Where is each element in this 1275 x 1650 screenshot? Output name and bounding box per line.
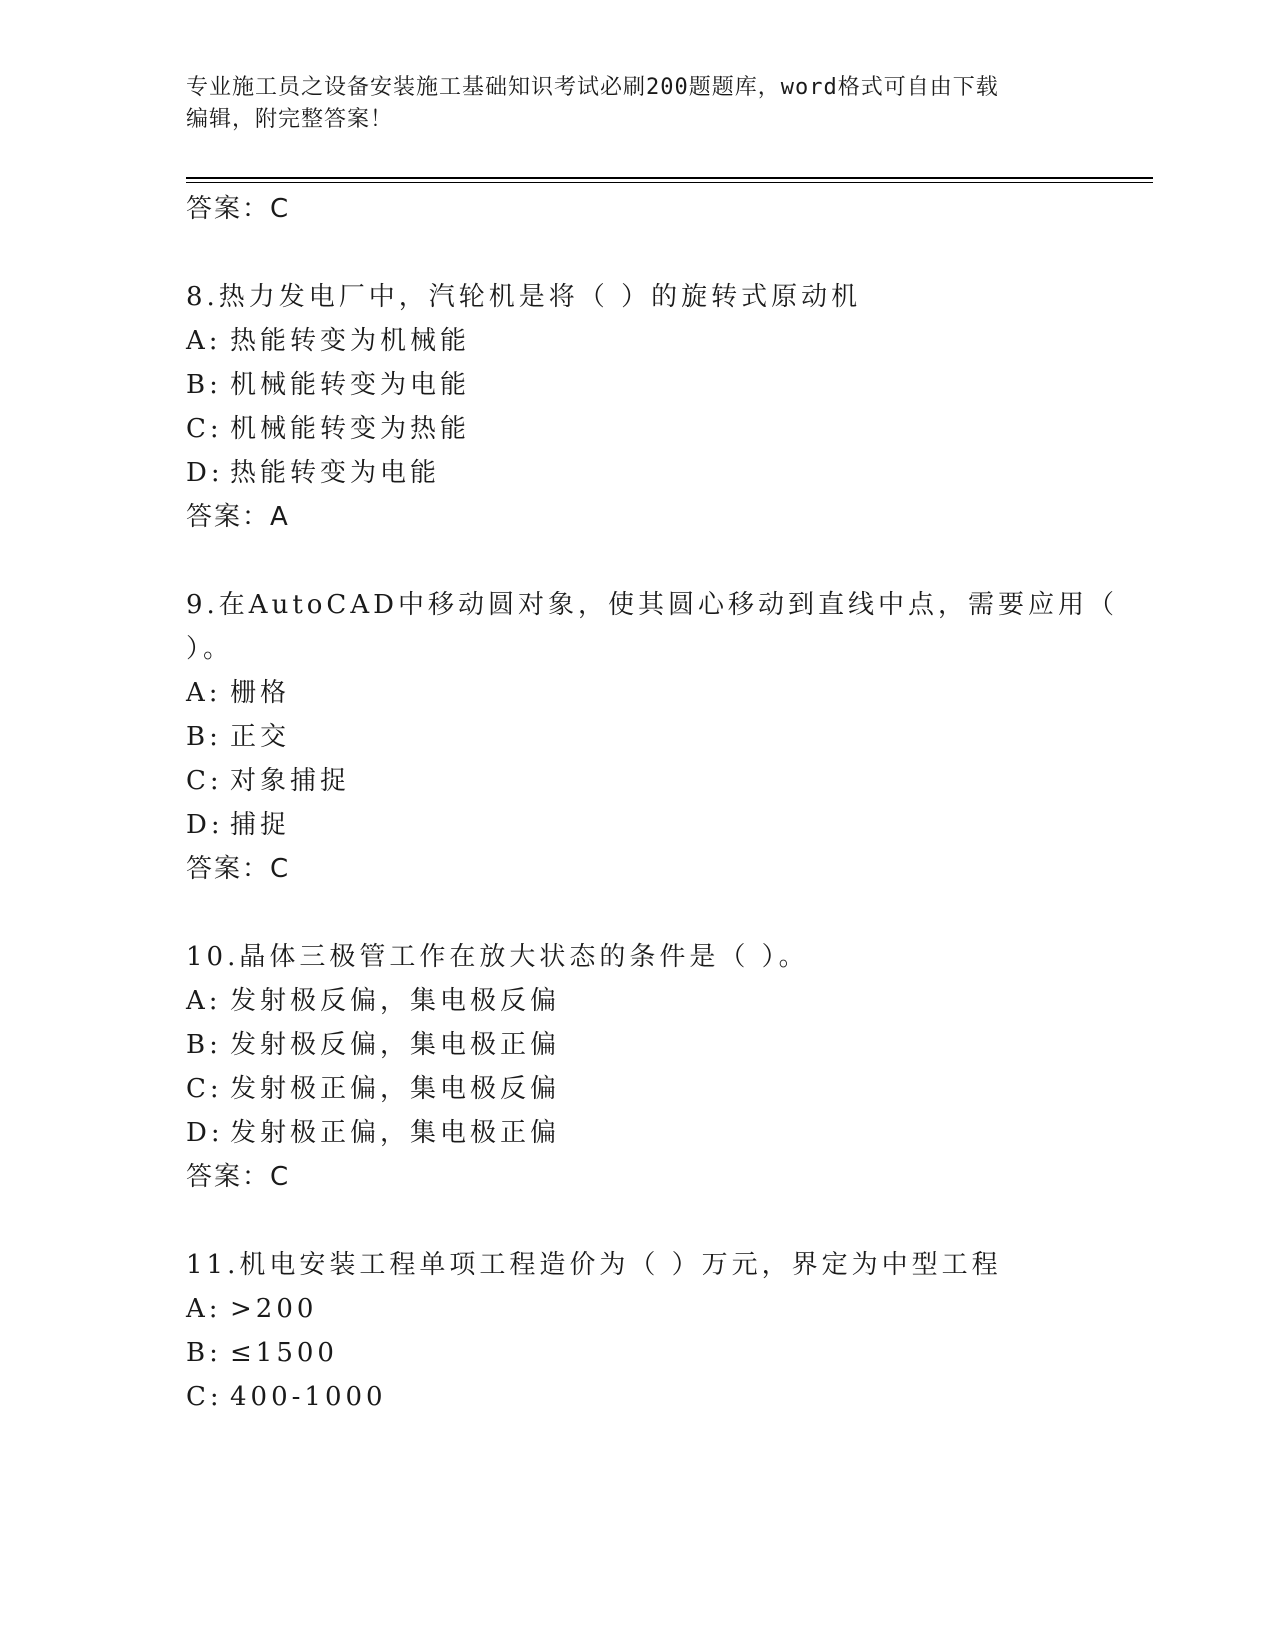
question-8-option-b (186, 368, 470, 402)
header-rule-thin (186, 182, 1153, 183)
question-9-option-b (186, 720, 290, 754)
question-8-stem: 8.热力发电厂中，汽轮机是将（ ）的旋转式原动机 (186, 282, 862, 312)
question-8-option-c (186, 412, 470, 446)
option-letter: A: (186, 986, 222, 1016)
option-text: 正交 (230, 722, 291, 752)
option-text: 发射极正偏，集电极反偏 (230, 1074, 561, 1104)
question-11-option-b (186, 1336, 338, 1370)
question-11-option-a (186, 1292, 317, 1326)
option-text: 发射极反偏，集电极正偏 (230, 1030, 561, 1060)
question-9-stem-line-1: 9.在AutoCAD中移动圆对象，使其圆心移动到直线中点，需要应用（ (186, 590, 1118, 620)
option-letter: C: (186, 414, 223, 444)
option-letter: D: (186, 810, 224, 840)
answer-q9: 答案：C (186, 854, 291, 884)
option-text: 对象捕捉 (230, 766, 351, 796)
page-header (186, 72, 1086, 136)
option-letter: C: (186, 766, 223, 796)
answer-q7: 答案：C (186, 194, 291, 224)
option-text: 栅格 (230, 678, 291, 708)
answer-q10: 答案：C (186, 1162, 291, 1192)
option-letter: A: (186, 326, 222, 356)
option-text: 机械能转变为电能 (230, 370, 471, 400)
option-text: 400-1000 (230, 1382, 387, 1412)
header-line-1: 专业施工员之设备安装施工基础知识考试必刷200题题库，word格式可自由下载 (186, 75, 999, 100)
question-11-option-c (186, 1380, 387, 1414)
option-letter: B: (186, 370, 222, 400)
option-text: ≤1500 (230, 1338, 338, 1368)
header-line-2: 编辑，附完整答案！ (186, 107, 394, 132)
option-text: >200 (230, 1294, 318, 1324)
option-text: 发射极正偏，集电极正偏 (230, 1118, 561, 1148)
question-9-option-d (186, 808, 290, 842)
question-8-option-d (186, 456, 440, 490)
question-10-option-d (186, 1116, 560, 1150)
question-8-option-a (186, 324, 470, 358)
option-letter: B: (186, 1338, 222, 1368)
option-letter: B: (186, 722, 222, 752)
question-9-option-a (186, 676, 290, 710)
option-text: 发射极反偏，集电极反偏 (230, 986, 561, 1016)
option-letter: C: (186, 1382, 223, 1412)
question-9-stem-line-2: ）。 (186, 634, 234, 664)
question-10-option-a (186, 984, 560, 1018)
option-letter: A: (186, 678, 222, 708)
option-letter: B: (186, 1030, 222, 1060)
option-text: 捕捉 (230, 810, 291, 840)
question-10-option-b (186, 1028, 560, 1062)
option-letter: D: (186, 458, 224, 488)
option-letter: D: (186, 1118, 224, 1148)
option-text: 热能转变为电能 (230, 458, 441, 488)
option-letter: C: (186, 1074, 223, 1104)
answer-q8: 答案：A (186, 502, 290, 532)
question-10-option-c (186, 1072, 560, 1106)
option-letter: A: (186, 1294, 222, 1324)
option-text: 机械能转变为热能 (230, 414, 471, 444)
question-11-stem: 11.机电安装工程单项工程造价为（ ）万元，界定为中型工程 (186, 1250, 1002, 1280)
question-10-stem: 10.晶体三极管工作在放大状态的条件是（ ）。 (186, 942, 809, 972)
question-9-option-c (186, 764, 350, 798)
option-text: 热能转变为机械能 (230, 326, 471, 356)
header-rule-thick (186, 177, 1153, 179)
